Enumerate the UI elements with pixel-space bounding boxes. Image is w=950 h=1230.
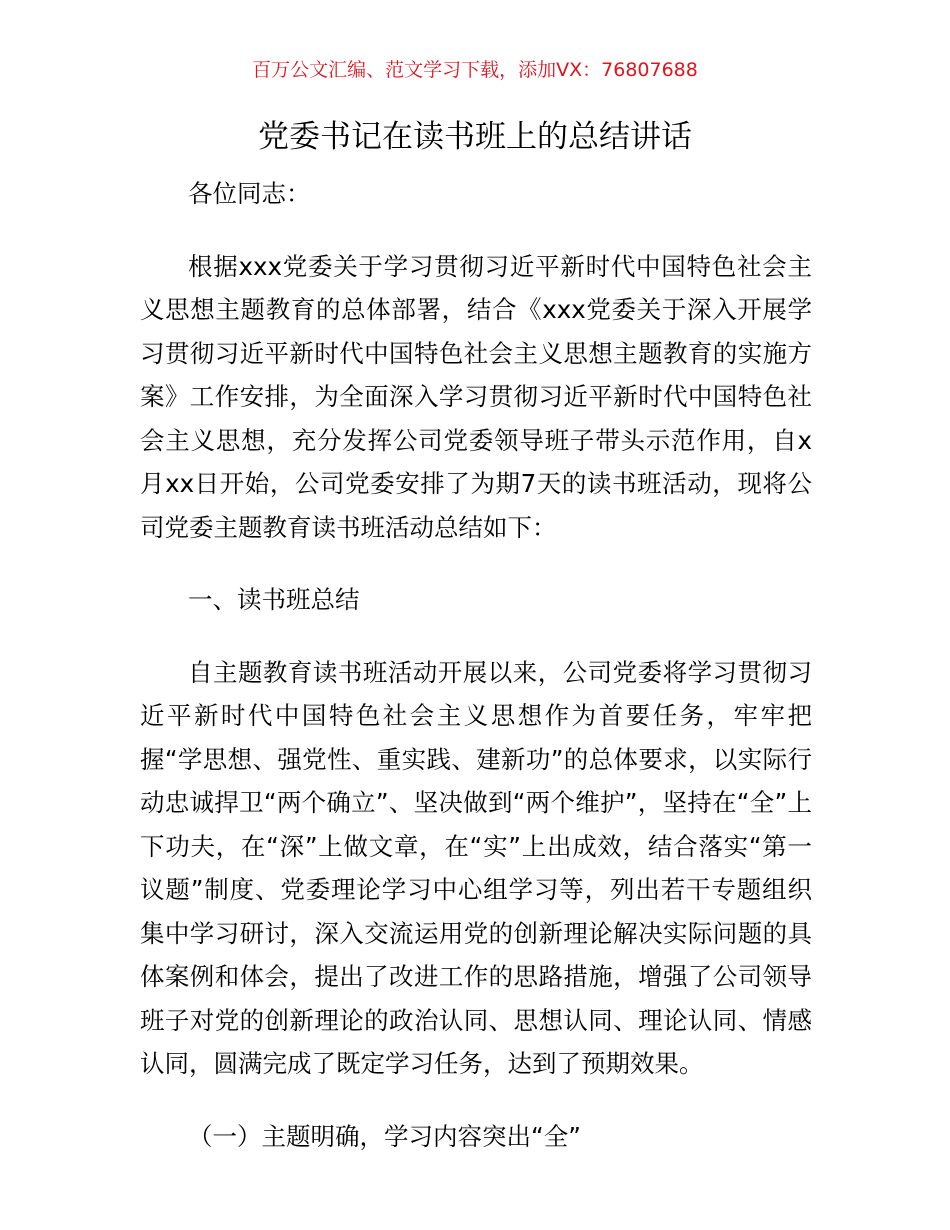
section-heading-one: 一、读书班总结	[188, 585, 360, 614]
intro-paragraph: 根据xxx党委关于学习贯彻习近平新时代中国特色社会主义思想主题教育的总体部署，结合《xxx党委关于深入开展学习贯彻习近平新时代中国特色社会主义思想主题教育的实施方案》工作安排，为全面深入学习贯彻习近平新时代中国特色社会主义思想，充分发挥公司党委领导班子带头示范作用，自x月xx日开始，公司党委安排了为期7天的读书班活动，现将公司党委主题教育读书班活动总结如下：	[140, 251, 812, 542]
sub-heading-one: （一）主题明确，学习内容突出“全”	[188, 1121, 581, 1151]
document-title: 党委书记在读书班上的总结讲话	[258, 119, 692, 155]
promo-header-note: 百万公文汇编、范文学习下载，添加VX：76807688	[252, 59, 698, 81]
salutation: 各位同志：	[188, 179, 311, 208]
document-body	[140, 172, 812, 1158]
section-one-paragraph: 自主题教育读书班活动开展以来，公司党委将学习贯彻习近平新时代中国特色社会主义思想作为首要任务，牢牢把握“学思想、强党性、重实践、建新功”的总体要求，以实际行动忠诚捍卫“两个确立”、坚决做到“两个维护”，坚持在“全”上下功夫，在“深”上做文章，在“实”上出成效，结合落实“第一议题”制度、党委理论学习中心组学习等，列出若干专题组织集中学习研讨，深入交流运用党的创新理论解决实际问题的具体案例和体会，提出了改进工作的思路措施，增强了公司领导班子对党的创新理论的政治认同、思想认同、理论认同、情感认同，圆满完成了既定学习任务，达到了预期效果。	[140, 657, 812, 1078]
